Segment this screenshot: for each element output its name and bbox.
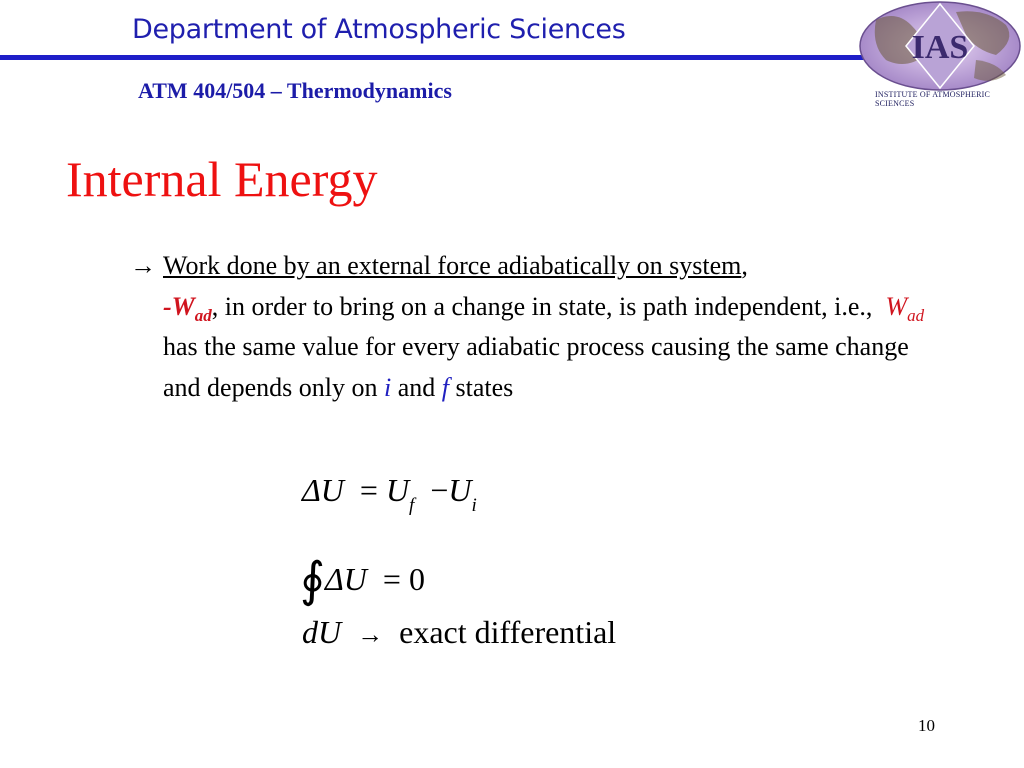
eq2-zero: 0 <box>408 561 425 597</box>
course-title: ATM 404/504 – Thermodynamics <box>138 78 452 103</box>
cyclic-integral-icon: ∮ <box>300 554 326 607</box>
eq1-lhs: ΔU <box>302 472 344 508</box>
header-rule <box>0 55 868 60</box>
neg-w-ad <box>163 291 212 325</box>
eq2-equals: = <box>382 561 401 597</box>
ad-subscript-2: ad <box>907 305 925 325</box>
equation-delta-u <box>302 472 477 516</box>
w-ad-symbol <box>885 291 925 325</box>
equation-exact-differential <box>302 614 616 651</box>
eq3-text: exact differential <box>399 614 617 650</box>
equation-cyclic-integral <box>300 546 425 607</box>
bullet-comma: , <box>741 251 748 280</box>
bullet-end-text: states <box>455 372 514 402</box>
eq2-delta-u: ΔU <box>325 561 367 597</box>
w-symbol: W <box>885 291 908 321</box>
eq1-uf: U <box>385 472 410 508</box>
bullet-point <box>130 246 930 408</box>
eq1-ui: U <box>448 472 472 508</box>
ias-logo <box>856 0 1024 104</box>
eq3-arrow-icon: → <box>357 620 384 649</box>
eq3-du: dU <box>302 614 342 650</box>
bullet-text-3: has the same value for every adiabatic process causing the same change and depends only on <box>163 332 909 402</box>
i-symbol: i <box>383 372 392 402</box>
ias-logo-text: IAS <box>911 29 969 66</box>
ad-subscript: ad <box>194 305 212 325</box>
department-header: Department of Atmospheric Sciences <box>132 14 626 45</box>
bullet-underlined-text: Work done by an external force adiabatically on system <box>163 251 742 280</box>
slide-title: Internal Energy <box>66 151 378 207</box>
eq1-minus: − <box>430 472 449 508</box>
logo-caption: INSTITUTE OF ATMOSPHERIC SCIENCES <box>875 90 991 108</box>
f-symbol: f <box>441 372 449 402</box>
neg-w-symbol: -W <box>163 291 195 321</box>
eq1-i-sub: i <box>471 495 477 516</box>
page-number: 10 <box>918 716 935 735</box>
and-word: and <box>397 372 436 402</box>
eq1-equals: = <box>359 472 378 508</box>
eq1-f-sub: f <box>409 495 415 516</box>
bullet-text-2: , in order to bring on a change in state, is path independent, i.e., <box>211 291 873 321</box>
arrow-bullet-icon: → <box>130 251 156 280</box>
